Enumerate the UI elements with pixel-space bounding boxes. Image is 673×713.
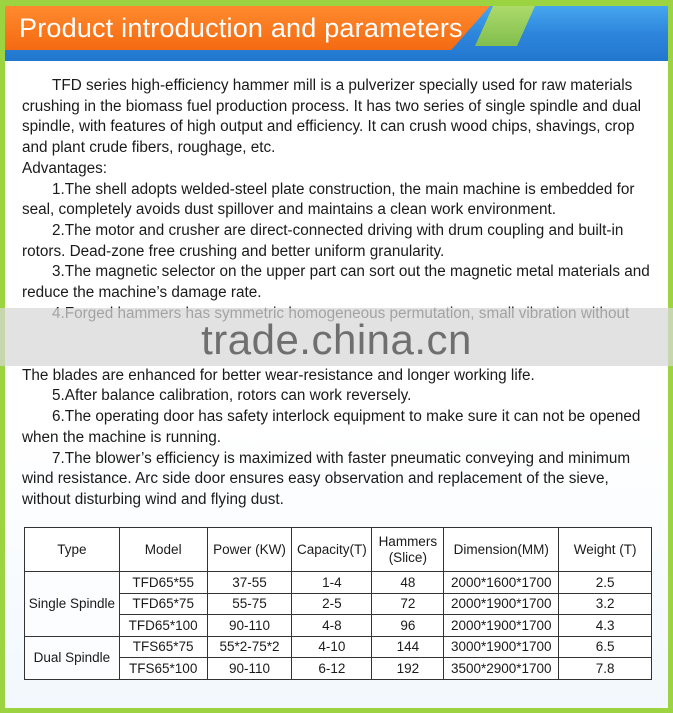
advantage-item-continued: The blades are enhanced for better wear-resistance and longer working life. <box>22 366 535 384</box>
advantage-item: 7.The blower’s efficiency is maximized with faster pneumatic conveying and minimum wind resistance. Arc side door ensures easy observation and replacement of the sieve, without disturbing wind and flying dust. <box>22 449 631 508</box>
table-cell: 4.3 <box>559 615 652 637</box>
table-row <box>25 572 652 594</box>
table-cell: TFD65*75 <box>119 593 207 615</box>
table-header-cell: Capacity(T) <box>292 528 372 572</box>
table-cell: 2-5 <box>292 593 372 615</box>
table-header-cell: Power (KW) <box>207 528 292 572</box>
table-cell: 72 <box>372 593 444 615</box>
banner-title: Product introduction and parameters <box>19 13 463 43</box>
table-header-row <box>25 528 652 572</box>
table-cell: 3500*2900*1700 <box>444 658 559 680</box>
advantage-item: 2.The motor and crusher are direct-connected driving with drum coupling and built-in rotors. Dead-zone free crushing and better uniform granularity. <box>22 221 624 260</box>
table-row <box>25 615 652 637</box>
intro-paragraph: TFD series high-efficiency hammer mill is a pulverizer specially used for raw materials crushing in the biomass fuel production process. It has two series of single spindle and dual spindle, with features of high output and efficiency. It can crush wood chips, shavings, crop and plant crude fibers, roughage, etc. <box>22 77 642 157</box>
table-cell: 4-8 <box>292 615 372 637</box>
table-header-cell: Type <box>25 528 120 572</box>
table-header-cell: Weight (T) <box>559 528 652 572</box>
table-cell: 7.8 <box>559 658 652 680</box>
table-cell: 90-110 <box>207 658 292 680</box>
table-cell: TFS65*100 <box>119 658 207 680</box>
table-cell: 2000*1900*1700 <box>444 615 559 637</box>
table-cell: 3.2 <box>559 593 652 615</box>
table-cell: 144 <box>372 636 444 658</box>
type-cell-dual-spindle: Dual Spindle <box>25 636 120 679</box>
parameters-table <box>24 527 652 680</box>
table-cell: TFS65*75 <box>119 636 207 658</box>
advantage-item: 6.The operating door has safety interlock equipment to make sure it can not be opened when the machine is running. <box>22 408 641 446</box>
table-row <box>25 593 652 615</box>
table-cell: TFD65*55 <box>119 572 207 594</box>
advantage-item: 5.After balance calibration, rotors can work reversely. <box>52 387 412 405</box>
table-header-cell: Dimension(MM) <box>444 528 559 572</box>
table-cell: 6-12 <box>292 658 372 680</box>
advantage-item: 3.The magnetic selector on the upper part can sort out the magnetic metal materials and reduce the machine’s damage rate. <box>22 263 650 302</box>
table-cell: 2000*1900*1700 <box>444 593 559 615</box>
table-cell: 55-75 <box>207 593 292 615</box>
table-row <box>25 658 652 680</box>
table-cell: 1-4 <box>292 572 372 594</box>
advantages-heading: Advantages: <box>22 159 108 177</box>
table-header-cell: Hammers (Slice) <box>372 528 444 572</box>
table-row <box>25 636 652 658</box>
table-cell: TFD65*100 <box>119 615 207 637</box>
table-cell: 55*2-75*2 <box>207 636 292 658</box>
table-cell: 90-110 <box>207 615 292 637</box>
table-cell: 2000*1600*1700 <box>444 572 559 594</box>
table-cell: 37-55 <box>207 572 292 594</box>
watermark-band <box>0 308 673 366</box>
table-cell: 6.5 <box>559 636 652 658</box>
table-cell: 3000*1900*1700 <box>444 636 559 658</box>
table-cell: 96 <box>372 615 444 637</box>
advantage-item: 1.The shell adopts welded-steel plate construction, the main machine is embedded for seal, completely avoids dust spillover and maintains a clean work environment. <box>22 180 635 219</box>
table-cell: 192 <box>372 658 444 680</box>
table-cell: 48 <box>372 572 444 594</box>
type-cell-single-spindle: Single Spindle <box>25 572 120 637</box>
section-banner <box>5 6 668 61</box>
product-description <box>22 76 654 511</box>
table-header-cell: Model <box>119 528 207 572</box>
table-cell: 2.5 <box>559 572 652 594</box>
table-cell: 4-10 <box>292 636 372 658</box>
watermark-text: trade.china.cn <box>201 316 472 363</box>
